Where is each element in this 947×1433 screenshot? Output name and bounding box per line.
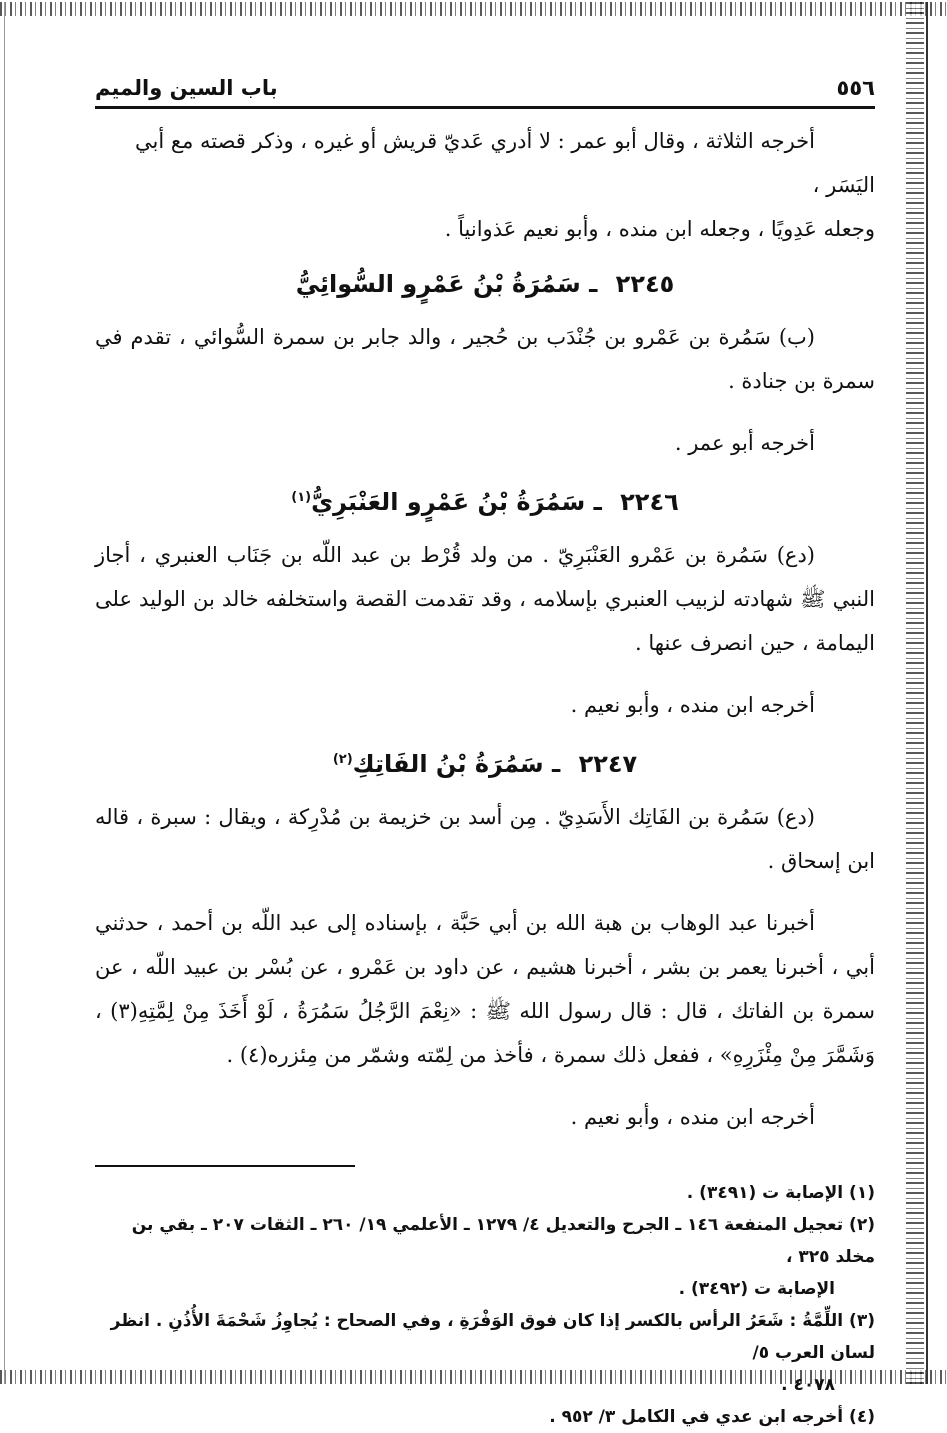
page-number: ٥٥٦ <box>836 76 875 100</box>
entry-name: سَمُرَةُ بْنُ عَمْرٍو العَنْبَرِيُّ <box>311 488 586 516</box>
entry-heading: ٢٢٤٦ ـ سَمُرَةُ بْنُ عَمْرٍو العَنْبَرِيُّ$^{(١)}$ <box>291 488 679 516</box>
entry-number: ٢٢٤٦ <box>620 488 679 516</box>
footnote <box>95 1177 875 1209</box>
entry-hadith: أخبرنا عبد الوهاب بن هبة الله بن أبي حَبَّة ، بإسناده إلى عبد اللّه بن أحمد ، حدثني أبي ، أخبرنا يعمر بن بشر ، أخبرنا هشيم ، عن داود بن عَمْرو ، عن بُسْر بن عبيد اللّه ، عن سمرة بن الفاتك ، قال : قال رسول الله ﷺ : «نِعْمَ الرَّجُلُ سَمُرَةُ ، لَوْ أَخَذَ مِنْ لِمَّتِهِ(٣) ، وَشَمَّرَ مِنْ مِئْزَرِهِ» ، ففعل ذلك سمرة ، فأخذ من لِمّته وشمّر من مِئزره(٤) . <box>95 911 875 1067</box>
footnote-text: (١) الإصابة ت (٣٤٩١) . <box>686 1183 875 1203</box>
footnote-text: (٣) اللِّمَّةُ : شَعَرُ الرأس بالكسر إذا كان فوق الوَفْرَةِ ، وفي الصحاح : يُجاوِزُ شَحْمَةَ الأُذُنِ . انظر لسان العرب ٥/ <box>110 1311 875 1363</box>
footnote-mark: (٢) <box>332 752 353 767</box>
footnote-text: (٢) تعجيل المنفعة ١٤٦ ـ الجرح والتعديل ٤/ ١٢٧٩ ـ الأعلمي ١٩/ ٢٦٠ ـ الثقات ٢٠٧ ـ بقي بن مخلد ٣٢٥ ، <box>131 1215 875 1267</box>
entry-name: سَمُرَةُ بْنُ عَمْرٍو السُّوائِيُّ <box>295 270 581 298</box>
intro-line-1: أخرجه الثلاثة ، وقال أبو عمر : لا أدري عَديّ قريش أو غيره ، وذكر قصته مع أبي اليَسَر ، <box>135 129 875 197</box>
entry-heading: ٢٢٤٥ ـ سَمُرَةُ بْنُ عَمْرٍو السُّوائِيُّ <box>295 270 675 298</box>
footnote-text: (٤) أخرجه ابن عدي في الكامل ٣/ ٩٥٢ . <box>549 1407 875 1427</box>
entry-body: (دع) سَمُرة بن الفَاتِك الأَسَدِيّ . مِن أسد بن خزيمة بن مُدْرِكة ، ويقال : سبرة ، قاله ابن إسحاق . <box>95 805 875 873</box>
footnote <box>95 1209 875 1305</box>
decorative-border-right <box>906 2 924 1384</box>
decorative-border-top <box>0 2 947 16</box>
running-header <box>95 68 875 109</box>
entry-source: أخرجه ابن منده ، وأبو نعيم . <box>570 1105 815 1129</box>
footnote <box>95 1305 875 1401</box>
entry-heading: ٢٢٤٧ ـ سَمُرَةُ بْنُ الفَاتِكِ$^{(٢)}$ <box>332 750 638 778</box>
footnote <box>95 1401 875 1433</box>
entry-number: ٢٢٤٥ <box>615 270 675 298</box>
book-page <box>95 68 875 1433</box>
entry-number: ٢٢٤٧ <box>578 750 638 778</box>
footnote-separator <box>95 1165 355 1167</box>
entry-body: (دع) سَمُرة بن عَمْرو العَنْبَرِيّ . من ولد قُرْط بن عبد اللّه بن جَنَاب العنبري ، أجاز النبي ﷺ شهادته لزبيب العنبري بإسلامه ، وقد تقدمت القصة واستخلفه خالد بن الوليد على اليمامة ، حين انصرف عنها . <box>95 543 875 655</box>
entry-source: أخرجه ابن منده ، وأبو نعيم . <box>570 693 815 717</box>
border-line-left <box>4 2 5 1384</box>
footnotes <box>95 1177 875 1433</box>
entry-name: سَمُرَةُ بْنُ الفَاتِكِ <box>352 750 544 778</box>
footnote-continuation: ٤٠٧٨ . <box>781 1375 835 1395</box>
footnote-mark: (١) <box>291 490 312 505</box>
footnote-continuation: الإصابة ت (٣٤٩٢) . <box>678 1279 835 1299</box>
border-line-right <box>926 2 928 1384</box>
chapter-title: باب السين والميم <box>95 76 278 100</box>
entry-source: أخرجه أبو عمر . <box>674 431 815 455</box>
intro-line-2: وجعله عَدِويًا ، وجعله ابن منده ، وأبو نعيم عَذوانياً . <box>444 217 875 241</box>
entry-body: (ب) سَمُرة بن عَمْرو بن جُنْدَب بن حُجير ، والد جابر بن سمرة السُّوائي ، تقدم في سمرة بن جنادة . <box>95 325 875 393</box>
